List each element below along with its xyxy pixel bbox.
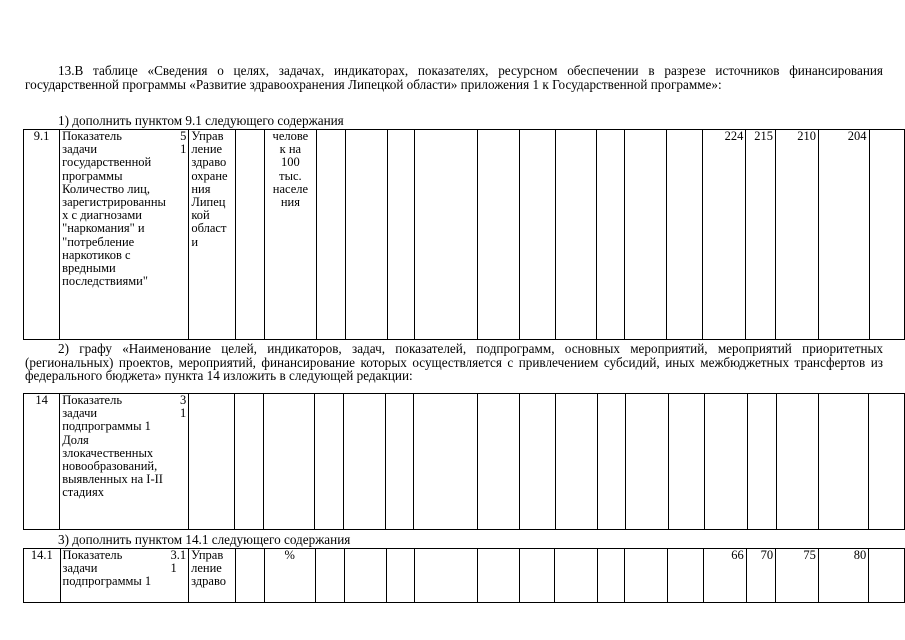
- value-cell: 204: [818, 130, 869, 340]
- empty-cell: [343, 394, 385, 530]
- empty-cell: [667, 130, 703, 340]
- value-cell: 66: [704, 549, 747, 603]
- indicator-code: 3 1: [179, 393, 187, 421]
- empty-cell: [747, 394, 776, 530]
- empty-cell: [477, 549, 519, 603]
- empty-cell: [344, 549, 386, 603]
- value-cell: 210: [776, 130, 819, 340]
- empty-cell: [555, 549, 597, 603]
- table-row-9-1: [23, 129, 905, 340]
- empty-cell: [385, 394, 413, 530]
- empty-cell: [555, 130, 597, 340]
- empty-cell: [235, 549, 264, 603]
- empty-cell: [345, 130, 387, 340]
- empty-cell: [668, 394, 705, 530]
- item1-label: 1) дополнить пунктом 9.1 следующего содержания: [58, 113, 344, 128]
- value-cell: 224: [703, 130, 746, 340]
- row-number: 14.1: [24, 549, 61, 603]
- empty-cell: [314, 394, 343, 530]
- empty-cell: [625, 549, 667, 603]
- empty-cell: [869, 549, 905, 603]
- responsible: Управ ление здраво: [189, 549, 236, 603]
- value-cell: 80: [818, 549, 868, 603]
- empty-cell: [519, 394, 555, 530]
- item2-paragraph: 2) графу «Наименование целей, индикаторов, задач, показателей, подпрограмм, основных мероприятий, мероприятий приоритетных (региональных) проектов, мероприятий, финансирование которых осуществляется с привлечением субсидий, иных межбюджетных трансфертов из федерального бюджета» пункта 14 изложить в следующей редакции:: [25, 341, 883, 383]
- row-number: 14: [24, 394, 60, 530]
- empty-cell: [414, 549, 477, 603]
- empty-cell: [189, 394, 234, 530]
- indicator-name: Показатель задачи подпрограммы 1 Доля злокачественных новообразований, выявленных на I-II стадиях: [62, 393, 163, 500]
- value-cell: 215: [746, 130, 776, 340]
- responsible: Управ ление здраво охране ния Липец кой област и: [189, 130, 236, 340]
- indicator-name: Показатель задачи подпрограммы 1: [62, 548, 152, 589]
- empty-cell: [315, 549, 344, 603]
- empty-cell: [625, 130, 667, 340]
- empty-cell: [415, 130, 478, 340]
- value-cell: 70: [746, 549, 775, 603]
- empty-cell: [597, 549, 625, 603]
- unit: %: [264, 549, 315, 603]
- empty-cell: [869, 130, 905, 340]
- unit: челове к на 100 тыс. населе ния: [264, 130, 316, 340]
- row-number: 9.1: [24, 130, 60, 340]
- item3-label: 3) дополнить пунктом 14.1 следующего содержания: [58, 532, 351, 547]
- indicator-name: Показатель задачи государственной программы Количество лиц, зарегистрированны х с диагнозами "наркомания" и "потребление наркотиков с вредными последствиями": [62, 129, 166, 289]
- value-cell: 75: [776, 549, 819, 603]
- empty-cell: [520, 130, 555, 340]
- table-row-14: [23, 393, 905, 530]
- empty-cell: [414, 394, 478, 530]
- indicator-name-cell: [60, 130, 189, 340]
- empty-cell: [478, 130, 520, 340]
- empty-cell: [667, 549, 703, 603]
- empty-cell: [263, 394, 314, 530]
- intro-paragraph: 13.В таблице «Сведения о целях, задачах, индикаторах, показателях, ресурсном обеспечении в разрезе источников финансирования государственной программы «Развитие здравоохранения Липецкой области» приложения 1 к Государственной программе»:: [25, 63, 883, 92]
- empty-cell: [519, 549, 554, 603]
- table-row-14-1: [23, 548, 905, 603]
- empty-cell: [819, 394, 869, 530]
- empty-cell: [236, 130, 265, 340]
- empty-cell: [626, 394, 668, 530]
- empty-cell: [555, 394, 597, 530]
- empty-cell: [386, 549, 414, 603]
- indicator-name-cell: [60, 549, 189, 603]
- empty-cell: [705, 394, 747, 530]
- empty-cell: [477, 394, 519, 530]
- indicator-code: 5 1: [180, 129, 187, 157]
- empty-cell: [387, 130, 415, 340]
- empty-cell: [317, 130, 346, 340]
- empty-cell: [598, 394, 626, 530]
- empty-cell: [234, 394, 263, 530]
- empty-cell: [869, 394, 905, 530]
- empty-cell: [597, 130, 625, 340]
- indicator-code: 3.1 1: [170, 548, 187, 576]
- indicator-name-cell: [60, 394, 189, 530]
- empty-cell: [776, 394, 818, 530]
